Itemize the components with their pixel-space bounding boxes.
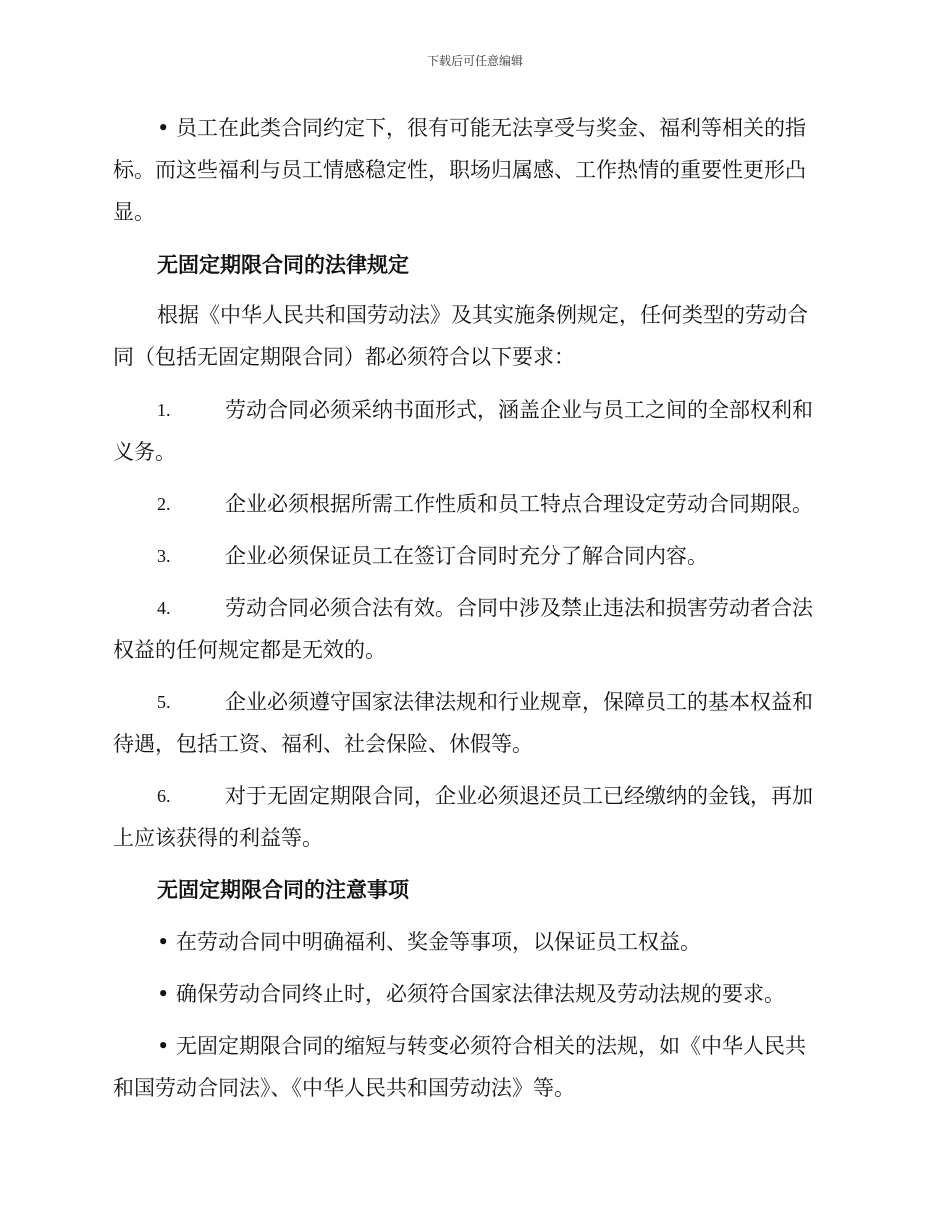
list-item-text-line-1: 企业必须根据所需工作性质和员工特点合理设定劳动合同期限。 [225, 492, 813, 516]
list-item-number: 5. [157, 692, 171, 712]
notes-bullet-1: • 在劳动合同中明确福利、奖金等事项，以保证员工权益。 [157, 930, 702, 954]
section-heading-legal-rules: 无固定期限合同的法律规定 [157, 252, 409, 277]
list-item-number: 3. [157, 546, 171, 566]
list-item-number: 2. [157, 494, 171, 514]
list-item-number: 6. [157, 786, 171, 806]
list-item-text-line-1: 劳动合同必须合法有效。合同中涉及禁止违法和损害劳动者合法 [225, 596, 813, 620]
intro-bullet-line-3: 显。 [113, 200, 155, 224]
intro-bullet-line-2: 标。而这些福利与员工情感稳定性，职场归属感、工作热情的重要性更形凸 [113, 158, 806, 182]
list-item-number: 1. [157, 400, 171, 420]
intro-bullet-line-1: • 员工在此类合同约定下，很有可能无法享受与奖金、福利等相关的指 [157, 116, 807, 140]
list-item-text-line-1: 对于无固定期限合同，企业必须退还员工已经缴纳的金钱，再加 [225, 784, 813, 808]
list-item-text-line-2: 上应该获得的利益等。 [113, 826, 323, 850]
list-item-text-line-2: 待遇，包括工资、福利、社会保险、休假等。 [113, 732, 533, 756]
section1-paragraph-line-2: 同（包括无固定期限合同）都必须符合以下要求： [113, 345, 575, 369]
section-heading-notes: 无固定期限合同的注意事项 [157, 877, 409, 902]
list-item-text-line-2: 义务。 [113, 440, 176, 464]
list-item-text-line-2: 权益的任何规定都是无效的。 [113, 638, 386, 662]
page-header-note: 下载后可任意编辑 [426, 54, 523, 68]
notes-bullet-3-line-1: • 无固定期限合同的缩短与转变必须符合相关的法规，如《中华人民共 [157, 1034, 807, 1058]
list-item-text-line-1: 企业必须保证员工在签订合同时充分了解合同内容。 [225, 544, 708, 568]
notes-bullet-2: • 确保劳动合同终止时，必须符合国家法律法规及劳动法规的要求。 [157, 982, 786, 1006]
section1-paragraph-line-1: 根据《中华人民共和国劳动法》及其实施条例规定，任何类型的劳动合 [157, 303, 808, 327]
notes-bullet-3-line-2: 和国劳动合同法》、《中华人民共和国劳动法》等。 [113, 1076, 575, 1100]
list-item-text-line-1: 企业必须遵守国家法律法规和行业规章，保障员工的基本权益和 [225, 690, 813, 714]
list-item-number: 4. [157, 598, 171, 618]
list-item-text-line-1: 劳动合同必须采纳书面形式，涵盖企业与员工之间的全部权利和 [225, 398, 813, 422]
